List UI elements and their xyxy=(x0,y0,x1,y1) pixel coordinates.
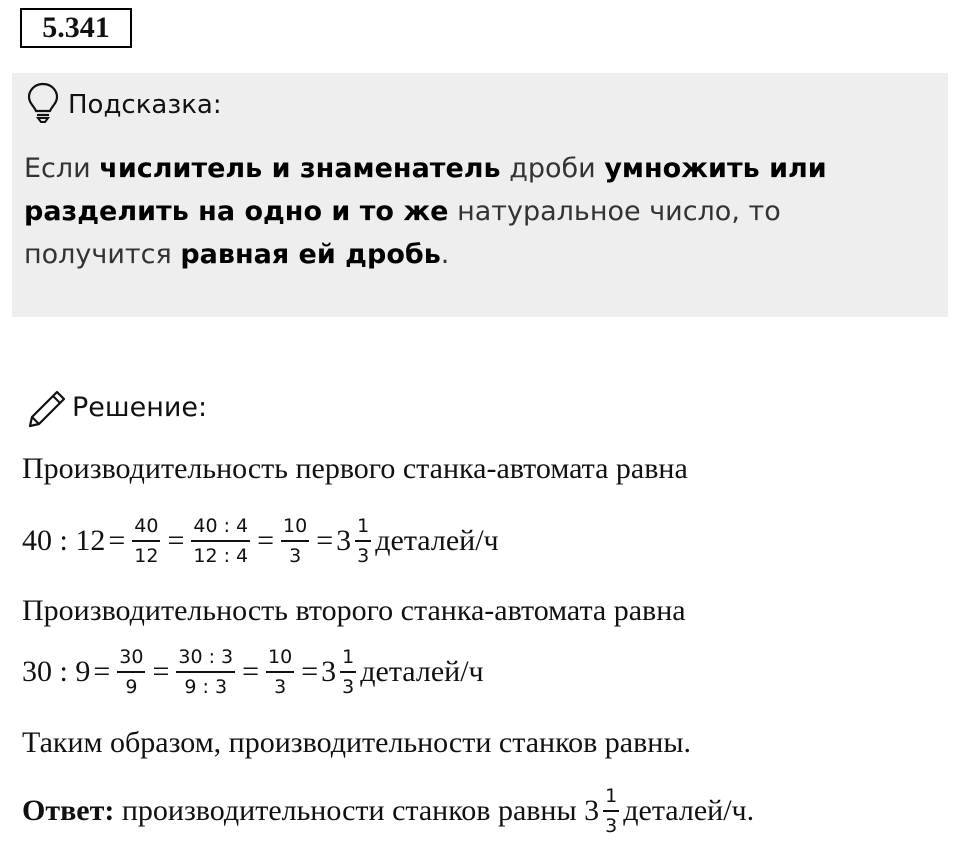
answer-line: Ответ: производительности станков равны 3 $\frac{1}{3}$ деталей/ч. xyxy=(22,785,755,837)
fraction: $\frac{1}{3}$ xyxy=(605,785,618,837)
fraction: $\frac{10}{3}$ xyxy=(283,515,308,567)
fraction: $\frac{30 : 3}{9 : 3}$ xyxy=(178,646,234,698)
equation-1: 40 : 12 = $\frac{40}{12}$ = $\frac{40 : 4}{12 : 4}$ = $\frac{10}{3}$ = 3 $\frac{1}{3}$ деталей/ч xyxy=(22,515,499,567)
fraction: $\frac{10}{3}$ xyxy=(268,646,293,698)
hint-box xyxy=(12,73,948,317)
equation-2: 30 : 9 = $\frac{30}{9}$ = $\frac{30 : 3}{9 : 3}$ = $\frac{10}{3}$ = 3 $\frac{1}{3}$ деталей/ч xyxy=(22,646,484,698)
solution-line-1: Производительность первого станка-автомата равна xyxy=(22,452,688,485)
fraction: $\frac{40}{12}$ xyxy=(134,515,159,567)
solution-line-3: Таким образом, производительности станков равны. xyxy=(22,726,691,759)
answer-label: Ответ: xyxy=(22,794,115,827)
fraction: $\frac{30}{9}$ xyxy=(119,646,144,698)
hint-title: Подсказка: xyxy=(68,90,222,120)
fraction: $\frac{40 : 4}{12 : 4}$ xyxy=(193,515,249,567)
fraction: $\frac{1}{3}$ xyxy=(357,515,370,567)
pencil-icon xyxy=(26,388,68,430)
problem-number: 5.341 xyxy=(20,8,132,48)
fraction: $\frac{1}{3}$ xyxy=(342,646,355,698)
solution-title: Решение: xyxy=(72,392,208,423)
hint-text: Если числитель и знаменатель дроби умножить или разделить на одно и то же натуральное число, то получится равная ей дробь. xyxy=(24,153,827,270)
solution-line-2: Производительность второго станка-автомата равна xyxy=(22,594,686,627)
lightbulb-icon xyxy=(26,81,60,123)
